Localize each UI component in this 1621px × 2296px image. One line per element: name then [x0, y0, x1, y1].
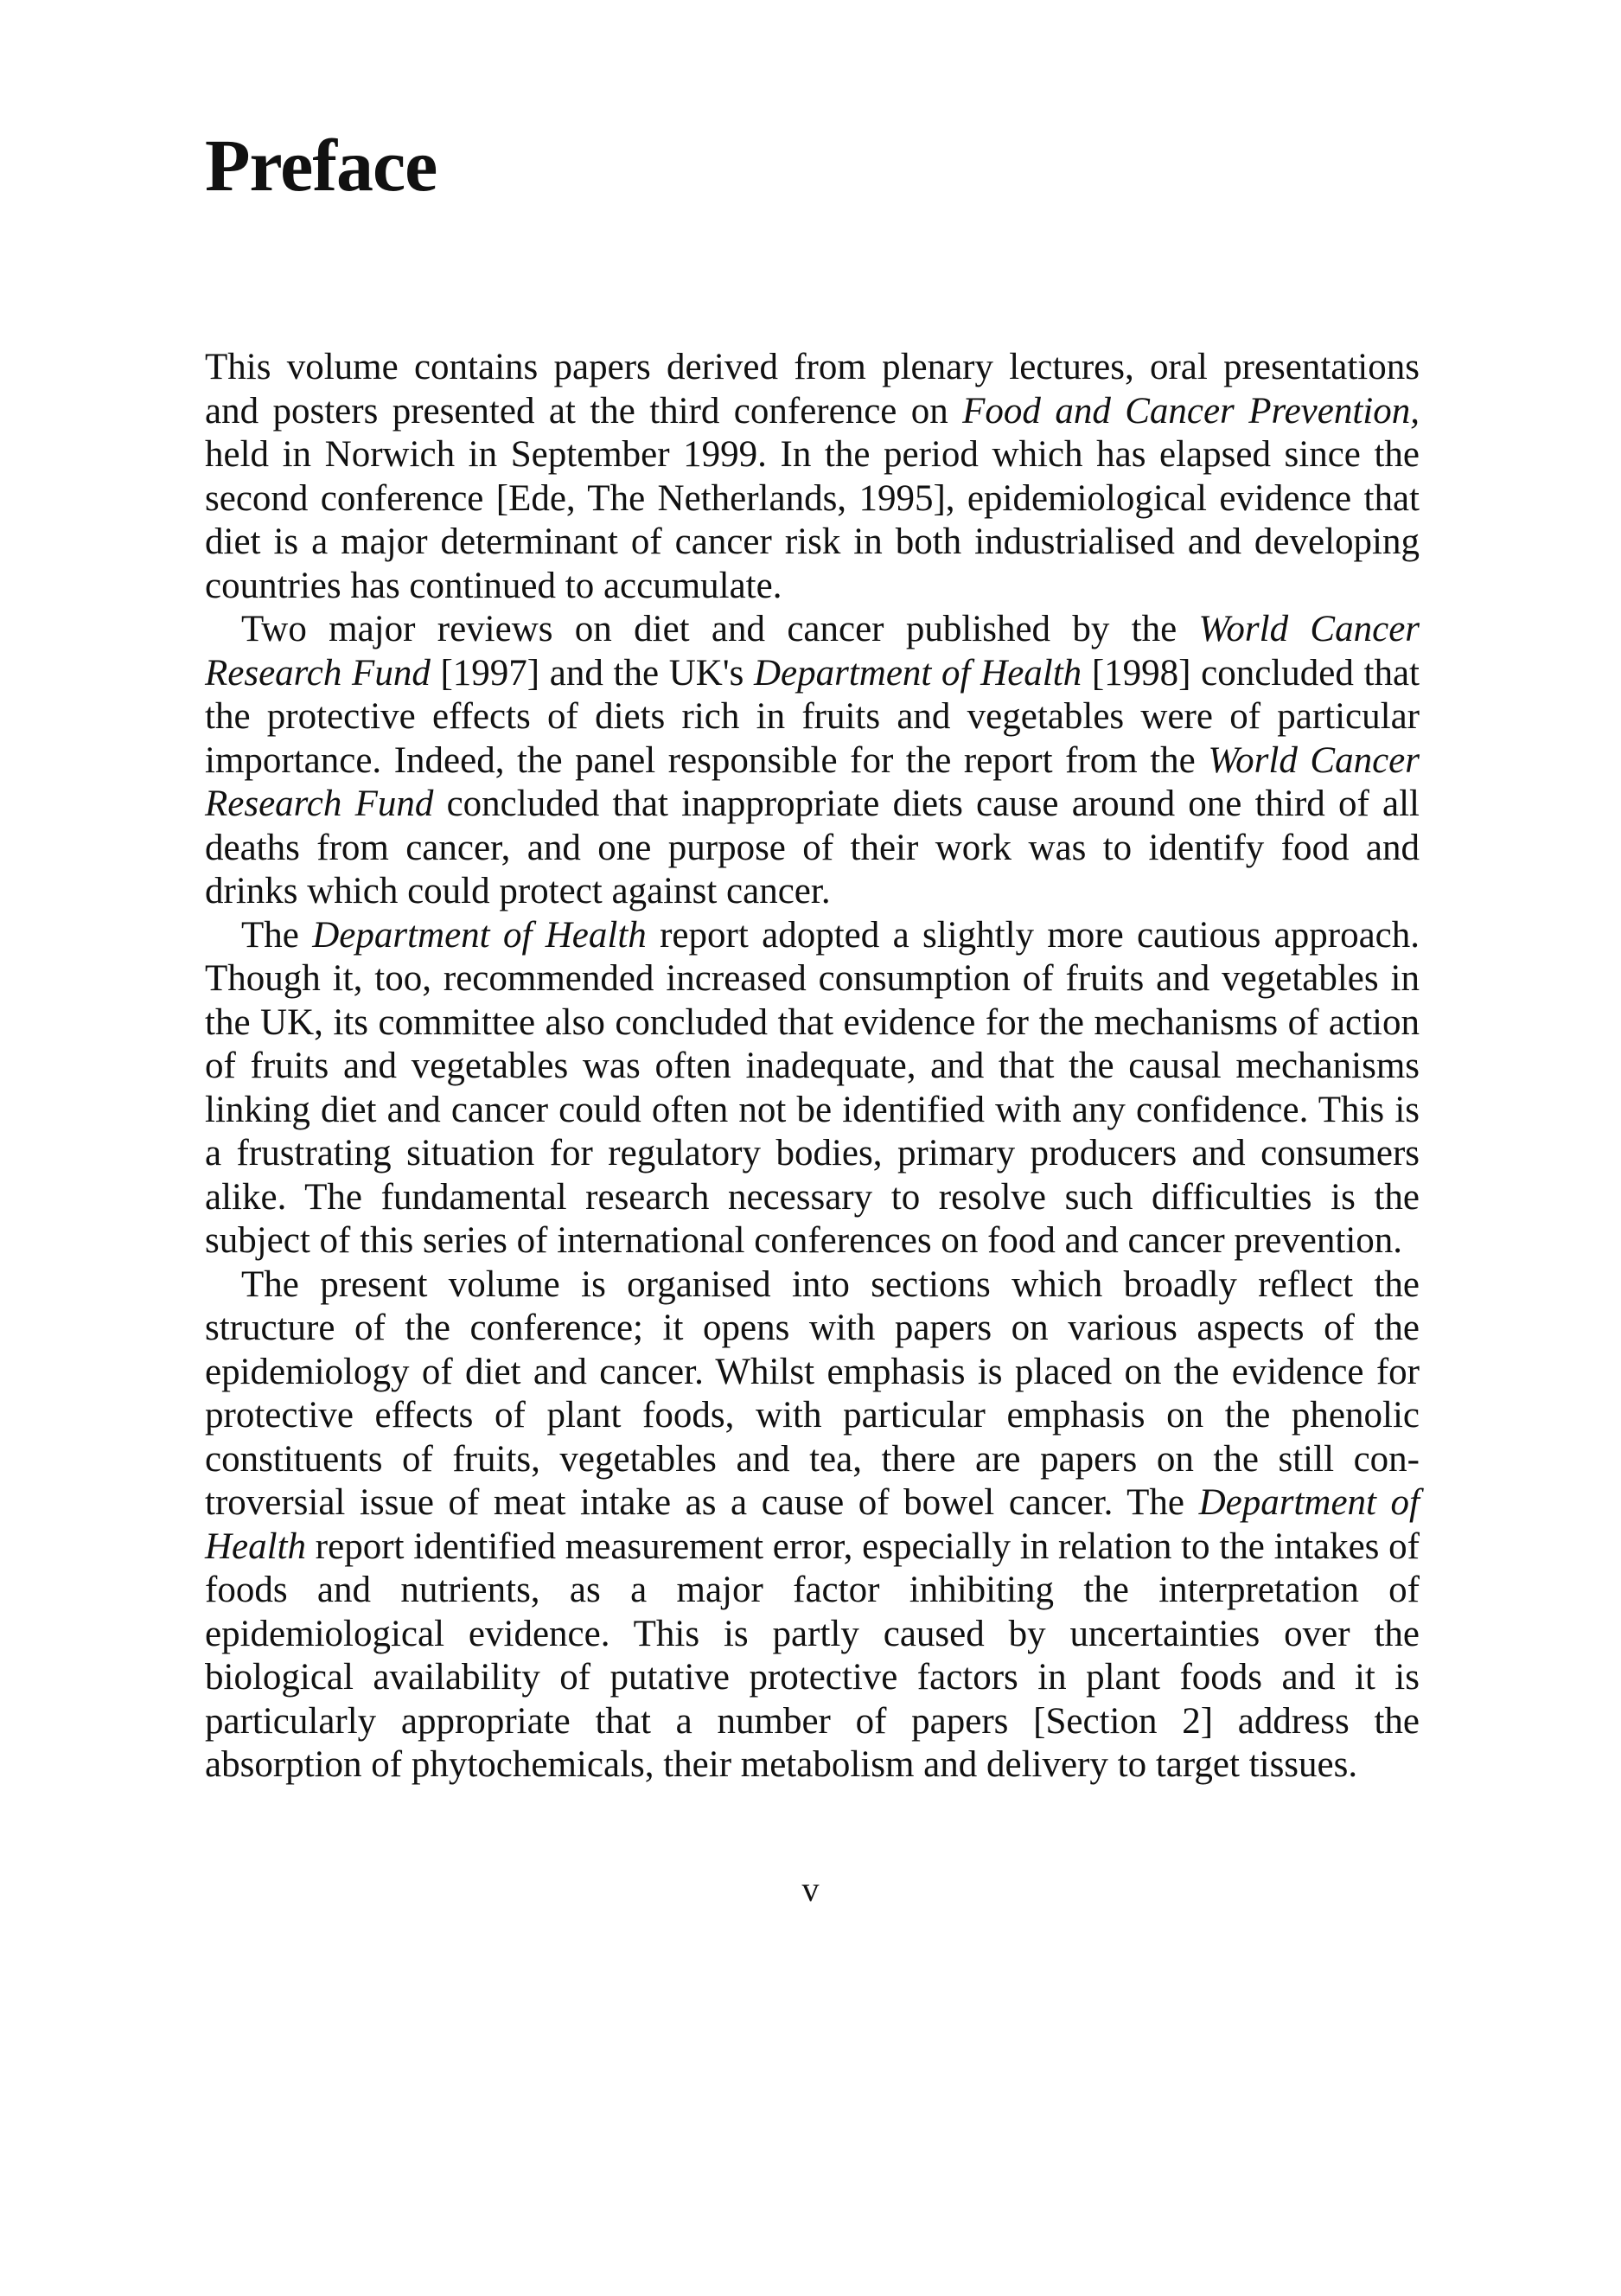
- text-run: report identified measurement error, especially in relation to the intakes of foods and nutrients, as a major factor inhibiting the interpretation of epidemiological evidence. This is partly caused by uncertainties over the biological availability of putative protective factors in plant foods and it is particularly appropriate that a number of papers [Section 2] address the absorption of phytochemicals, their metabolism and delivery to target tissues.: [205, 1525, 1420, 1785]
- italic-run: Food and Cancer Prevention,: [962, 390, 1420, 432]
- text-run: The present volume is organised into sections which broadly reflect the structure of the conference; it opens with papers on various aspects of the epidemiology of diet and cancer. Whilst emphasis is placed on the evidence for protective effects of plant foods, with particular emphasis on the phenolic constituents of fruits, vegetables and tea, there are papers on the still controversial issue of meat intake as a cause of bowel cancer. The: [205, 1263, 1420, 1523]
- italic-run: World Cancer Research Fund: [205, 739, 1420, 824]
- italic-run: Department of Health: [753, 652, 1082, 694]
- paragraph-4: [205, 1263, 1420, 1788]
- page-title: Preface: [205, 124, 437, 207]
- text-run: Two major reviews on diet and cancer published by the: [241, 609, 1199, 649]
- text-run: The: [241, 914, 313, 956]
- text-run: report adopted a slightly more cautious approach. Though it, too, recommended increased consumption of fruits and vegetables in the UK, its committee also concluded that evidence for the mechanisms of action of fruits and vegetables was often inadequate, and that the causal mechanisms linking diet and cancer could often not be identified with any confidence. This is a frustrating situation for regulatory bodies, primary producers and consumers alike. The fundamental research necessary to resolve such difficulties is the subject of this series of international conferences on food and cancer prevention.: [205, 914, 1420, 1261]
- preface-body: [205, 346, 1420, 1788]
- text-run: concluded that inappropriate diets cause around one third of all deaths from cancer, and one purpose of their work was to identify food and drinks which could protect against cancer.: [205, 783, 1420, 911]
- italic-run: Department of Health: [312, 914, 647, 956]
- italic-run: World Cancer Research Fund: [205, 609, 1420, 694]
- italic-run: Department of Health: [205, 1482, 1420, 1567]
- page-number: v: [801, 1870, 820, 1909]
- text-run: held in Norwich in September 1999. In the period which has elapsed since the second conference [Ede, The Netherlands, 1995], epidemiological evidence that diet is a major determinant of cancer risk in both industrialised and developing countries has continued to accumulate.: [205, 434, 1420, 606]
- paragraph-1: [205, 346, 1420, 608]
- text-run: This volume contains papers derived from plenary lectures, oral presentations and posters presented at the third conference on: [205, 347, 1420, 432]
- text-run: [1998] concluded that the protective effects of diets rich in fruits and vegetables were of particular importance. Indeed, the panel responsible for the report from the: [205, 652, 1420, 781]
- paragraph-2: [205, 608, 1420, 914]
- text-run: [1997] and the UK's: [430, 652, 754, 694]
- paragraph-3: [205, 914, 1420, 1263]
